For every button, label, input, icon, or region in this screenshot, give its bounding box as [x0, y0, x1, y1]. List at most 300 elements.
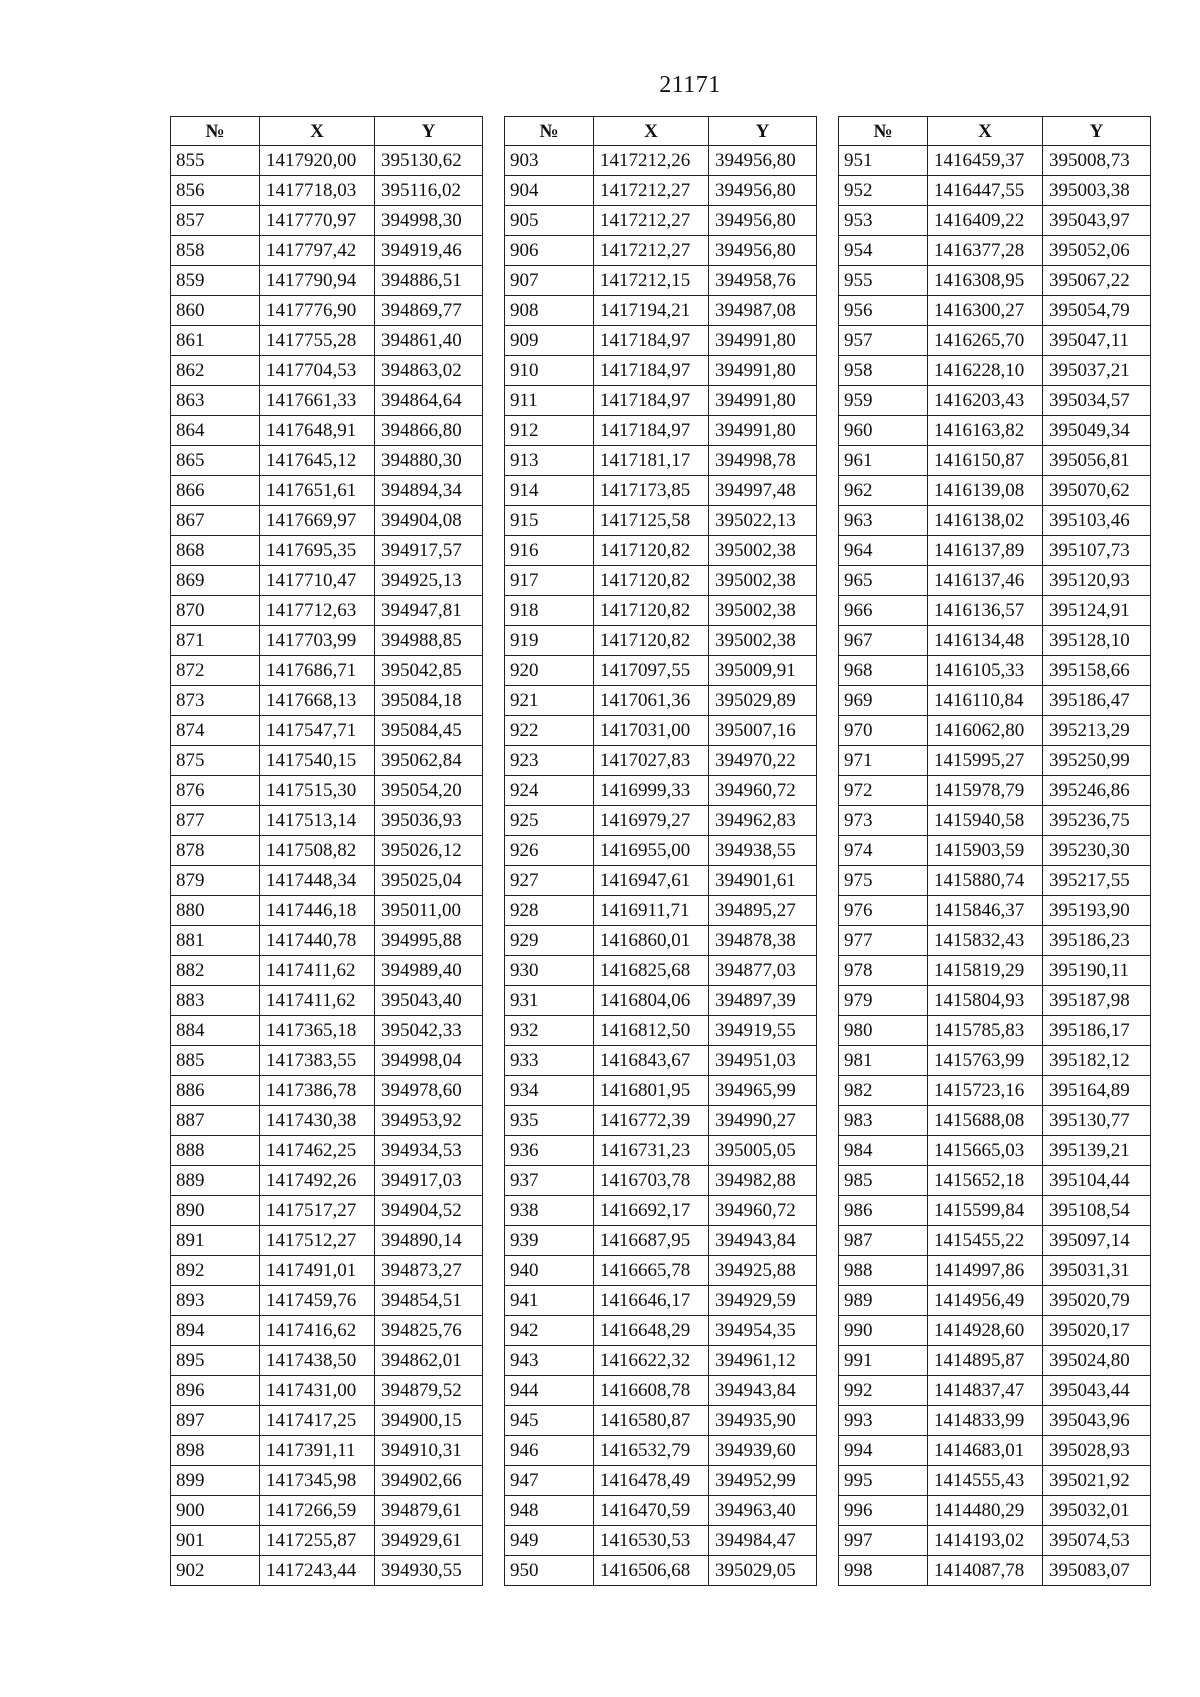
x-coordinate-cell: 1417430,38 [260, 1106, 375, 1136]
y-coordinate-cell: 395074,53 [1043, 1526, 1151, 1556]
point-number-cell: 865 [171, 446, 260, 476]
table-row [505, 326, 817, 356]
y-coordinate-cell: 395193,90 [1043, 896, 1151, 926]
x-coordinate-cell: 1417411,62 [260, 956, 375, 986]
point-number-cell: 959 [839, 386, 928, 416]
y-coordinate-cell: 394982,88 [709, 1166, 817, 1196]
table-row [839, 1436, 1151, 1466]
table-row [839, 1376, 1151, 1406]
y-coordinate-cell: 395108,54 [1043, 1196, 1151, 1226]
table-row [505, 806, 817, 836]
y-coordinate-cell: 395020,79 [1043, 1286, 1151, 1316]
point-number-cell: 875 [171, 746, 260, 776]
x-coordinate-cell: 1416622,32 [594, 1346, 709, 1376]
table-row [839, 1496, 1151, 1526]
table-row [839, 566, 1151, 596]
x-coordinate-cell: 1417120,82 [594, 566, 709, 596]
x-coordinate-cell: 1417540,15 [260, 746, 375, 776]
table-row [505, 566, 817, 596]
table-row [839, 146, 1151, 176]
x-coordinate-cell: 1416062,80 [928, 716, 1043, 746]
y-coordinate-cell: 395003,38 [1043, 176, 1151, 206]
coordinates-table-1 [170, 116, 483, 1586]
point-number-cell: 975 [839, 866, 928, 896]
y-coordinate-cell: 395054,20 [375, 776, 483, 806]
point-number-cell: 892 [171, 1256, 260, 1286]
table-row [839, 536, 1151, 566]
table-row [839, 296, 1151, 326]
table-row [171, 1196, 483, 1226]
point-number-cell: 906 [505, 236, 594, 266]
point-number-cell: 946 [505, 1436, 594, 1466]
table-row [839, 956, 1151, 986]
x-coordinate-cell: 1416506,68 [594, 1556, 709, 1586]
y-coordinate-cell: 395029,05 [709, 1556, 817, 1586]
table-row [505, 956, 817, 986]
point-number-cell: 991 [839, 1346, 928, 1376]
y-coordinate-cell: 394954,35 [709, 1316, 817, 1346]
point-number-cell: 973 [839, 806, 928, 836]
x-coordinate-cell: 1417661,33 [260, 386, 375, 416]
table-row [171, 296, 483, 326]
y-coordinate-cell: 394991,80 [709, 356, 817, 386]
y-coordinate-cell: 394919,55 [709, 1016, 817, 1046]
y-coordinate-cell: 395002,38 [709, 626, 817, 656]
point-number-cell: 942 [505, 1316, 594, 1346]
y-coordinate-cell: 394943,84 [709, 1226, 817, 1256]
y-coordinate-cell: 394956,80 [709, 236, 817, 266]
point-number-cell: 866 [171, 476, 260, 506]
x-coordinate-cell: 1415880,74 [928, 866, 1043, 896]
x-coordinate-cell: 1416459,37 [928, 146, 1043, 176]
point-number-cell: 950 [505, 1556, 594, 1586]
y-coordinate-cell: 394958,76 [709, 266, 817, 296]
y-coordinate-cell: 394998,78 [709, 446, 817, 476]
table-row [505, 1136, 817, 1166]
point-number-cell: 932 [505, 1016, 594, 1046]
table-row [171, 656, 483, 686]
coordinates-table-2 [504, 116, 817, 1586]
x-coordinate-cell: 1417547,71 [260, 716, 375, 746]
y-coordinate-cell: 394956,80 [709, 176, 817, 206]
point-number-cell: 980 [839, 1016, 928, 1046]
y-coordinate-cell: 395124,91 [1043, 596, 1151, 626]
x-coordinate-cell: 1417125,58 [594, 506, 709, 536]
point-number-cell: 947 [505, 1466, 594, 1496]
point-number-cell: 995 [839, 1466, 928, 1496]
x-coordinate-cell: 1415455,22 [928, 1226, 1043, 1256]
table-row [839, 176, 1151, 206]
point-number-cell: 953 [839, 206, 928, 236]
point-number-cell: 857 [171, 206, 260, 236]
x-coordinate-cell: 1417755,28 [260, 326, 375, 356]
x-coordinate-cell: 1417061,36 [594, 686, 709, 716]
point-number-cell: 945 [505, 1406, 594, 1436]
y-coordinate-cell: 395130,62 [375, 146, 483, 176]
table-header-row [171, 117, 483, 146]
header-x: X [594, 117, 709, 146]
table-row [171, 506, 483, 536]
point-number-cell: 868 [171, 536, 260, 566]
table-row [171, 836, 483, 866]
x-coordinate-cell: 1416139,08 [928, 476, 1043, 506]
table-row [505, 356, 817, 386]
table-row [839, 836, 1151, 866]
x-coordinate-cell: 1416478,49 [594, 1466, 709, 1496]
point-number-cell: 888 [171, 1136, 260, 1166]
table-row [839, 1016, 1151, 1046]
table-row [839, 1256, 1151, 1286]
y-coordinate-cell: 395021,92 [1043, 1466, 1151, 1496]
y-coordinate-cell: 394995,88 [375, 926, 483, 956]
y-coordinate-cell: 394991,80 [709, 386, 817, 416]
header-y: Y [1043, 117, 1151, 146]
table-row [505, 656, 817, 686]
x-coordinate-cell: 1416703,78 [594, 1166, 709, 1196]
table-row [171, 986, 483, 1016]
table-row [171, 1376, 483, 1406]
table-row [505, 236, 817, 266]
y-coordinate-cell: 395031,31 [1043, 1256, 1151, 1286]
table-row [171, 476, 483, 506]
x-coordinate-cell: 1417770,97 [260, 206, 375, 236]
x-coordinate-cell: 1417120,82 [594, 536, 709, 566]
table-row [171, 266, 483, 296]
point-number-cell: 939 [505, 1226, 594, 1256]
y-coordinate-cell: 395049,34 [1043, 416, 1151, 446]
point-number-cell: 873 [171, 686, 260, 716]
y-coordinate-cell: 394861,40 [375, 326, 483, 356]
y-coordinate-cell: 395007,16 [709, 716, 817, 746]
y-coordinate-cell: 395043,44 [1043, 1376, 1151, 1406]
y-coordinate-cell: 394890,14 [375, 1226, 483, 1256]
table-row [505, 206, 817, 236]
y-coordinate-cell: 395083,07 [1043, 1556, 1151, 1586]
point-number-cell: 938 [505, 1196, 594, 1226]
table-row [171, 176, 483, 206]
point-number-cell: 965 [839, 566, 928, 596]
x-coordinate-cell: 1416692,17 [594, 1196, 709, 1226]
y-coordinate-cell: 394987,08 [709, 296, 817, 326]
point-number-cell: 891 [171, 1226, 260, 1256]
x-coordinate-cell: 1415978,79 [928, 776, 1043, 806]
point-number-cell: 918 [505, 596, 594, 626]
table-row [505, 716, 817, 746]
x-coordinate-cell: 1417365,18 [260, 1016, 375, 1046]
table-row [171, 686, 483, 716]
point-number-cell: 904 [505, 176, 594, 206]
table-row [839, 1466, 1151, 1496]
point-number-cell: 983 [839, 1106, 928, 1136]
y-coordinate-cell: 394998,04 [375, 1046, 483, 1076]
table-row [171, 806, 483, 836]
x-coordinate-cell: 1414895,87 [928, 1346, 1043, 1376]
table-row [505, 836, 817, 866]
x-coordinate-cell: 1415688,08 [928, 1106, 1043, 1136]
table-header-row [839, 117, 1151, 146]
x-coordinate-cell: 1417181,17 [594, 446, 709, 476]
y-coordinate-cell: 394978,60 [375, 1076, 483, 1106]
table-row [171, 956, 483, 986]
table-row [505, 986, 817, 1016]
table-row [839, 236, 1151, 266]
table-row [505, 1466, 817, 1496]
y-coordinate-cell: 395084,18 [375, 686, 483, 716]
point-number-cell: 956 [839, 296, 928, 326]
x-coordinate-cell: 1416532,79 [594, 1436, 709, 1466]
x-coordinate-cell: 1417718,03 [260, 176, 375, 206]
point-number-cell: 963 [839, 506, 928, 536]
table-row [839, 1166, 1151, 1196]
table-row [839, 446, 1151, 476]
point-number-cell: 949 [505, 1526, 594, 1556]
y-coordinate-cell: 395128,10 [1043, 626, 1151, 656]
point-number-cell: 880 [171, 896, 260, 926]
x-coordinate-cell: 1416804,06 [594, 986, 709, 1016]
x-coordinate-cell: 1414480,29 [928, 1496, 1043, 1526]
y-coordinate-cell: 395107,73 [1043, 536, 1151, 566]
table-row [171, 1496, 483, 1526]
y-coordinate-cell: 394878,38 [709, 926, 817, 956]
y-coordinate-cell: 395158,66 [1043, 656, 1151, 686]
x-coordinate-cell: 1416300,27 [928, 296, 1043, 326]
x-coordinate-cell: 1417194,21 [594, 296, 709, 326]
x-coordinate-cell: 1416308,95 [928, 266, 1043, 296]
table-row [505, 146, 817, 176]
point-number-cell: 937 [505, 1166, 594, 1196]
table-row [839, 1286, 1151, 1316]
x-coordinate-cell: 1417797,42 [260, 236, 375, 266]
table-row [839, 386, 1151, 416]
x-coordinate-cell: 1417212,27 [594, 236, 709, 266]
table-row [505, 746, 817, 776]
table-row [839, 1136, 1151, 1166]
point-number-cell: 988 [839, 1256, 928, 1286]
table-row [171, 1166, 483, 1196]
point-number-cell: 967 [839, 626, 928, 656]
y-coordinate-cell: 394904,08 [375, 506, 483, 536]
table-row [171, 626, 483, 656]
table-row [839, 206, 1151, 236]
x-coordinate-cell: 1417173,85 [594, 476, 709, 506]
point-number-cell: 960 [839, 416, 928, 446]
y-coordinate-cell: 394864,64 [375, 386, 483, 416]
y-coordinate-cell: 395052,06 [1043, 236, 1151, 266]
y-coordinate-cell: 394825,76 [375, 1316, 483, 1346]
x-coordinate-cell: 1417416,62 [260, 1316, 375, 1346]
table-row [839, 596, 1151, 626]
page-number: 21171 [659, 72, 721, 98]
y-coordinate-cell: 395246,86 [1043, 776, 1151, 806]
table-row [839, 686, 1151, 716]
y-coordinate-cell: 394953,92 [375, 1106, 483, 1136]
x-coordinate-cell: 1417184,97 [594, 416, 709, 446]
y-coordinate-cell: 394897,39 [709, 986, 817, 1016]
point-number-cell: 885 [171, 1046, 260, 1076]
table-row [171, 1436, 483, 1466]
y-coordinate-cell: 394863,02 [375, 356, 483, 386]
x-coordinate-cell: 1415665,03 [928, 1136, 1043, 1166]
point-number-cell: 922 [505, 716, 594, 746]
point-number-cell: 895 [171, 1346, 260, 1376]
x-coordinate-cell: 1415652,18 [928, 1166, 1043, 1196]
point-number-cell: 971 [839, 746, 928, 776]
table-row [505, 776, 817, 806]
table-row [839, 896, 1151, 926]
table-row [505, 1016, 817, 1046]
point-number-cell: 941 [505, 1286, 594, 1316]
point-number-cell: 862 [171, 356, 260, 386]
y-coordinate-cell: 394991,80 [709, 326, 817, 356]
y-coordinate-cell: 395042,85 [375, 656, 483, 686]
point-number-cell: 903 [505, 146, 594, 176]
point-number-cell: 997 [839, 1526, 928, 1556]
table-row [505, 536, 817, 566]
table-row [505, 386, 817, 416]
point-number-cell: 927 [505, 866, 594, 896]
point-number-cell: 899 [171, 1466, 260, 1496]
x-coordinate-cell: 1415819,29 [928, 956, 1043, 986]
y-coordinate-cell: 394894,34 [375, 476, 483, 506]
point-number-cell: 856 [171, 176, 260, 206]
y-coordinate-cell: 395097,14 [1043, 1226, 1151, 1256]
point-number-cell: 864 [171, 416, 260, 446]
x-coordinate-cell: 1417212,27 [594, 206, 709, 236]
y-coordinate-cell: 395116,02 [375, 176, 483, 206]
point-number-cell: 948 [505, 1496, 594, 1526]
table-row [505, 1076, 817, 1106]
point-number-cell: 863 [171, 386, 260, 416]
point-number-cell: 898 [171, 1436, 260, 1466]
table-row [505, 1046, 817, 1076]
x-coordinate-cell: 1416377,28 [928, 236, 1043, 266]
x-coordinate-cell: 1417645,12 [260, 446, 375, 476]
point-number-cell: 924 [505, 776, 594, 806]
table-row [839, 1196, 1151, 1226]
x-coordinate-cell: 1417184,97 [594, 386, 709, 416]
point-number-cell: 978 [839, 956, 928, 986]
x-coordinate-cell: 1417386,78 [260, 1076, 375, 1106]
x-coordinate-cell: 1414928,60 [928, 1316, 1043, 1346]
table-row [171, 446, 483, 476]
table-row [839, 716, 1151, 746]
point-number-cell: 923 [505, 746, 594, 776]
y-coordinate-cell: 394902,66 [375, 1466, 483, 1496]
point-number-cell: 930 [505, 956, 594, 986]
y-coordinate-cell: 394965,99 [709, 1076, 817, 1106]
point-number-cell: 979 [839, 986, 928, 1016]
table-row [505, 1106, 817, 1136]
x-coordinate-cell: 1416138,02 [928, 506, 1043, 536]
y-coordinate-cell: 395120,93 [1043, 566, 1151, 596]
table-row [171, 896, 483, 926]
table-row [839, 746, 1151, 776]
y-coordinate-cell: 395022,13 [709, 506, 817, 536]
y-coordinate-cell: 395084,45 [375, 716, 483, 746]
point-number-cell: 893 [171, 1286, 260, 1316]
point-number-cell: 921 [505, 686, 594, 716]
y-coordinate-cell: 394939,60 [709, 1436, 817, 1466]
point-number-cell: 881 [171, 926, 260, 956]
point-number-cell: 984 [839, 1136, 928, 1166]
table-row [171, 866, 483, 896]
point-number-cell: 884 [171, 1016, 260, 1046]
x-coordinate-cell: 1416134,48 [928, 626, 1043, 656]
table-row [171, 1016, 483, 1046]
point-number-cell: 909 [505, 326, 594, 356]
table-row [171, 1316, 483, 1346]
table-row [171, 146, 483, 176]
x-coordinate-cell: 1416801,95 [594, 1076, 709, 1106]
y-coordinate-cell: 394880,30 [375, 446, 483, 476]
x-coordinate-cell: 1417438,50 [260, 1346, 375, 1376]
y-coordinate-cell: 394952,99 [709, 1466, 817, 1496]
y-coordinate-cell: 395187,98 [1043, 986, 1151, 1016]
x-coordinate-cell: 1414997,86 [928, 1256, 1043, 1286]
point-number-cell: 986 [839, 1196, 928, 1226]
point-number-cell: 887 [171, 1106, 260, 1136]
y-coordinate-cell: 395217,55 [1043, 866, 1151, 896]
x-coordinate-cell: 1416137,89 [928, 536, 1043, 566]
table-row [505, 506, 817, 536]
y-coordinate-cell: 394991,80 [709, 416, 817, 446]
y-coordinate-cell: 395230,30 [1043, 836, 1151, 866]
x-coordinate-cell: 1417120,82 [594, 596, 709, 626]
table-row [171, 716, 483, 746]
point-number-cell: 934 [505, 1076, 594, 1106]
x-coordinate-cell: 1416947,61 [594, 866, 709, 896]
table-row [505, 1406, 817, 1436]
table-row [171, 926, 483, 956]
point-number-cell: 943 [505, 1346, 594, 1376]
table-row [171, 746, 483, 776]
y-coordinate-cell: 394962,83 [709, 806, 817, 836]
y-coordinate-cell: 395024,80 [1043, 1346, 1151, 1376]
x-coordinate-cell: 1417243,44 [260, 1556, 375, 1586]
x-coordinate-cell: 1417446,18 [260, 896, 375, 926]
table-row [839, 986, 1151, 1016]
x-coordinate-cell: 1417027,83 [594, 746, 709, 776]
x-coordinate-cell: 1417417,25 [260, 1406, 375, 1436]
y-coordinate-cell: 395002,38 [709, 566, 817, 596]
x-coordinate-cell: 1417431,00 [260, 1376, 375, 1406]
point-number-cell: 905 [505, 206, 594, 236]
point-number-cell: 914 [505, 476, 594, 506]
x-coordinate-cell: 1417648,91 [260, 416, 375, 446]
point-number-cell: 970 [839, 716, 928, 746]
header-x: X [928, 117, 1043, 146]
y-coordinate-cell: 395037,21 [1043, 356, 1151, 386]
y-coordinate-cell: 395008,73 [1043, 146, 1151, 176]
point-number-cell: 969 [839, 686, 928, 716]
point-number-cell: 966 [839, 596, 928, 626]
table-row [171, 536, 483, 566]
x-coordinate-cell: 1415940,58 [928, 806, 1043, 836]
y-coordinate-cell: 394877,03 [709, 956, 817, 986]
table-row [505, 1346, 817, 1376]
y-coordinate-cell: 394869,77 [375, 296, 483, 326]
point-number-cell: 878 [171, 836, 260, 866]
point-number-cell: 889 [171, 1166, 260, 1196]
table-row [505, 1556, 817, 1586]
y-coordinate-cell: 395043,40 [375, 986, 483, 1016]
x-coordinate-cell: 1417712,63 [260, 596, 375, 626]
point-number-cell: 886 [171, 1076, 260, 1106]
point-number-cell: 976 [839, 896, 928, 926]
table-row [171, 1046, 483, 1076]
point-number-cell: 882 [171, 956, 260, 986]
x-coordinate-cell: 1414837,47 [928, 1376, 1043, 1406]
